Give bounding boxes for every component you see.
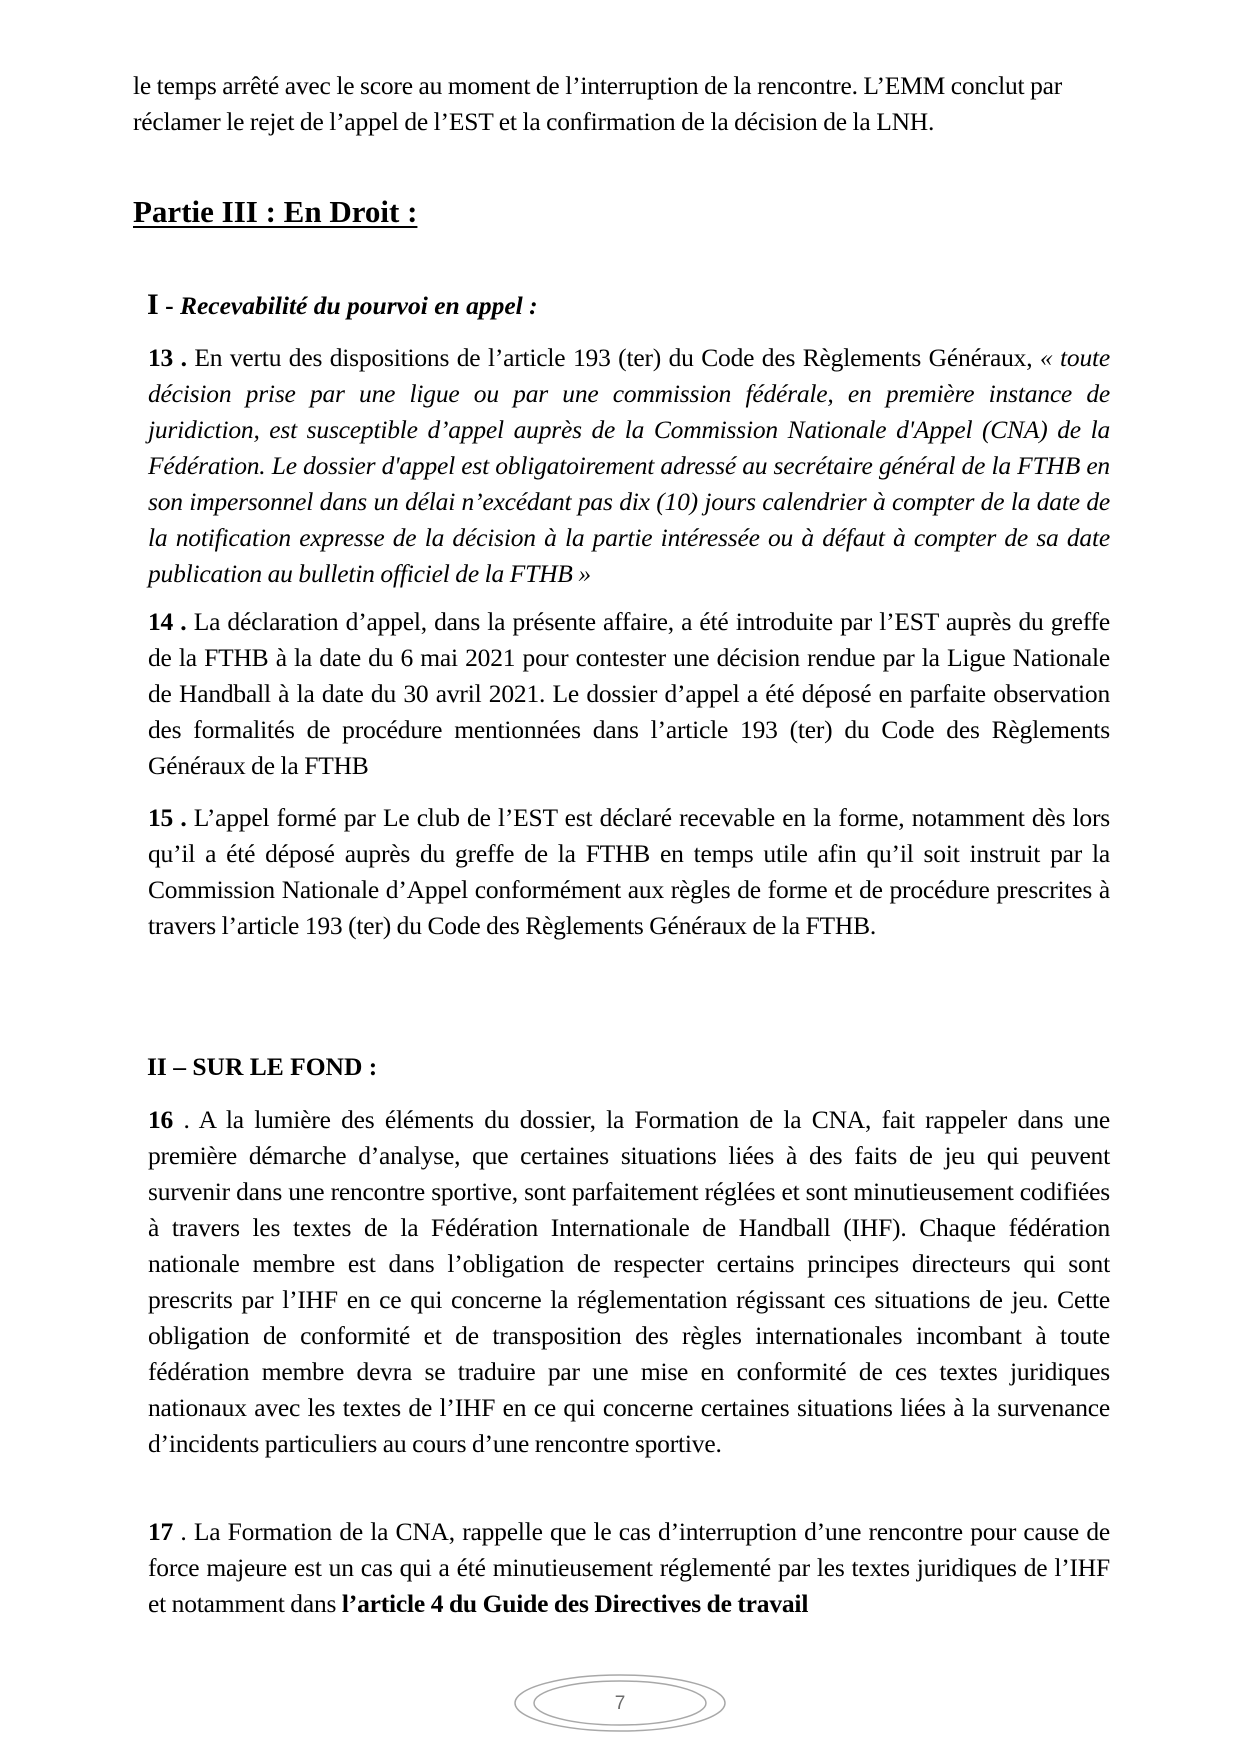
- paragraph-13: [148, 340, 1110, 592]
- section-title: Recevabilité du pourvoi en appel :: [179, 291, 538, 320]
- article-reference: l’article 4 du Guide des Directives de travail: [341, 1589, 809, 1618]
- page-number-badge: [513, 1673, 727, 1735]
- paragraph-16: [148, 1102, 1110, 1462]
- paragraph-number: 15 .: [148, 803, 187, 832]
- section-heading-recevabilite: [147, 288, 538, 322]
- section-heading-fond: II – SUR LE FOND :: [147, 1052, 378, 1081]
- paragraph-number: 16: [148, 1105, 174, 1134]
- legal-quote: « toute décision prise par une ligue ou par une commission fédérale, en première instance de juridiction, est susceptible d’appel auprès de la Commission Nationale d'Appel (CNA) de la Fédération. Le dossier d'appel est obligatoirement adressé au secrétaire général de la FTHB en son impersonnel dans un délai n’excédant pas dix (10) jours calendrier à compter de la date de la notification expresse de la décision à la partie intéressée ou à défaut à compter de sa date publication au bulletin officiel de la FTHB »: [148, 343, 1111, 588]
- paragraph-text: . A la lumière des éléments du dossier, la Formation de la CNA, fait rappeler dans une première démarche d’analyse, que certaines situations liées à des faits de jeu qui peuvent survenir dans une rencontre sportive, sont parfaitement réglées et sont minutieusement codifiées à travers les textes de la Fédération Internationale de Handball (IHF). Chaque fédération nationale membre est dans l’obligation de respecter certains principes directeurs qui sont prescrits par l’IHF en ce qui concerne la réglementation régissant ces situations de jeu. Cette obligation de conformité et de transposition des règles internationales incombant à toute fédération membre devra se traduire par une mise en conformité de ces textes juridiques nationaux avec les textes de l’IHF en ce qui concerne certaines situations liées à la survenance d’incidents particuliers au cours d’une rencontre sportive.: [148, 1105, 1110, 1458]
- paragraph-number: 17: [148, 1517, 174, 1546]
- intro-paragraph: le temps arrêté avec le score au moment de l’interruption de la rencontre. L’EMM conclut par réclamer le rejet de l’appel de l’EST et la confirmation de la décision de la LNH.: [133, 71, 1063, 136]
- paragraph-number: 13 .: [148, 343, 187, 372]
- paragraph-15: [148, 800, 1110, 944]
- paragraph-text: L’appel formé par Le club de l’EST est déclaré recevable en la forme, notamment dès lors qu’il a été déposé auprès du greffe de la FTHB en temps utile afin qu’il soit instruit par la Commission Nationale d’Appel conformément aux règles de forme et de procédure prescrites à travers l’article 193 (ter) du Code des Règlements Généraux de la FTHB.: [148, 803, 1110, 940]
- paragraph-number: 14 .: [148, 607, 187, 636]
- paragraph-text: La déclaration d’appel, dans la présente affaire, a été introduite par l’EST auprès du greffe de la FTHB à la date du 6 mai 2021 pour contester une décision rendue par la Ligue Nationale de Handball à la date du 30 avril 2021. Le dossier d’appel a été déposé en parfaite observation des formalités de procédure mentionnées dans l’article 193 (ter) du Code des Règlements Généraux de la FTHB: [148, 607, 1110, 780]
- section-separator: -: [158, 291, 180, 320]
- paragraph-text: En vertu des dispositions de l’article 193 (ter) du Code des Règlements Généraux,: [186, 343, 1040, 372]
- paragraph-text: . La Formation de la CNA, rappelle que le cas d’interruption d’une rencontre pour cause de force majeure est un cas qui a été minutieusement réglementé par les textes juridiques de l’IHF et notamment dans: [148, 1517, 1110, 1618]
- paragraph-14: [148, 604, 1110, 784]
- paragraph-17: [148, 1514, 1110, 1622]
- page-number: 7: [614, 1693, 626, 1714]
- part-heading: Partie III : En Droit :: [133, 194, 418, 229]
- section-numeral: I: [147, 288, 159, 321]
